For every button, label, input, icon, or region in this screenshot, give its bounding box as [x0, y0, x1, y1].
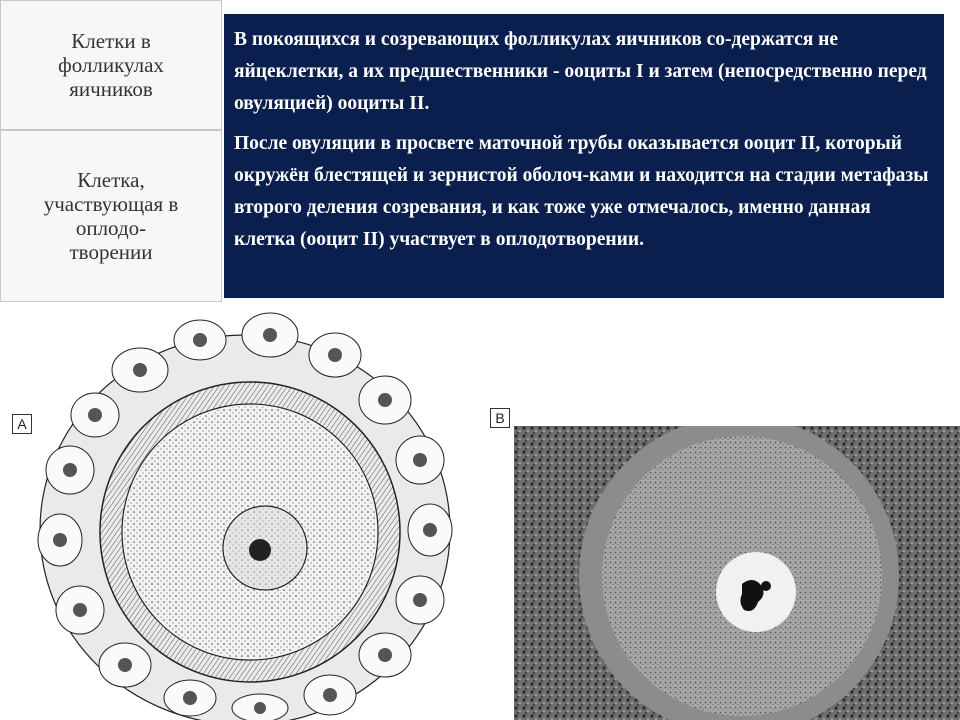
label-cell-follicle-cells: [0, 0, 222, 130]
figure-a-label: A: [12, 414, 32, 434]
description-paragraph-2: После овуляции в просвете маточной трубы оказывается ооцит II, который окружён блестящей и зернистой оболоч-ками и находится на стадии метафазы второго деления созревания, и как тоже уже отмечалось, именно данная клетка (ооцит II) участвует в оплодотворении.: [234, 133, 929, 250]
description-box: [224, 14, 944, 298]
label-table: [0, 0, 222, 300]
description-paragraph-1: В покоящихся и созревающих фолликулах яичников со-держатся не яйцеклетки, а их предшественники - ооциты I и затем (непосредственно перед овуляцией) ооциты II.: [234, 29, 927, 114]
figure-b-oocyte-micrograph: [514, 426, 960, 720]
figure-a-oocyte-drawing: [30, 300, 460, 720]
label-fertilization-cell: Клетка, участвующая в оплодо- творении: [43, 168, 179, 264]
label-cell-fertilization-cell: [0, 130, 222, 302]
label-follicle-cells: Клетки в фолликулах яичников: [58, 29, 164, 101]
figure-b-label: B: [490, 408, 510, 428]
